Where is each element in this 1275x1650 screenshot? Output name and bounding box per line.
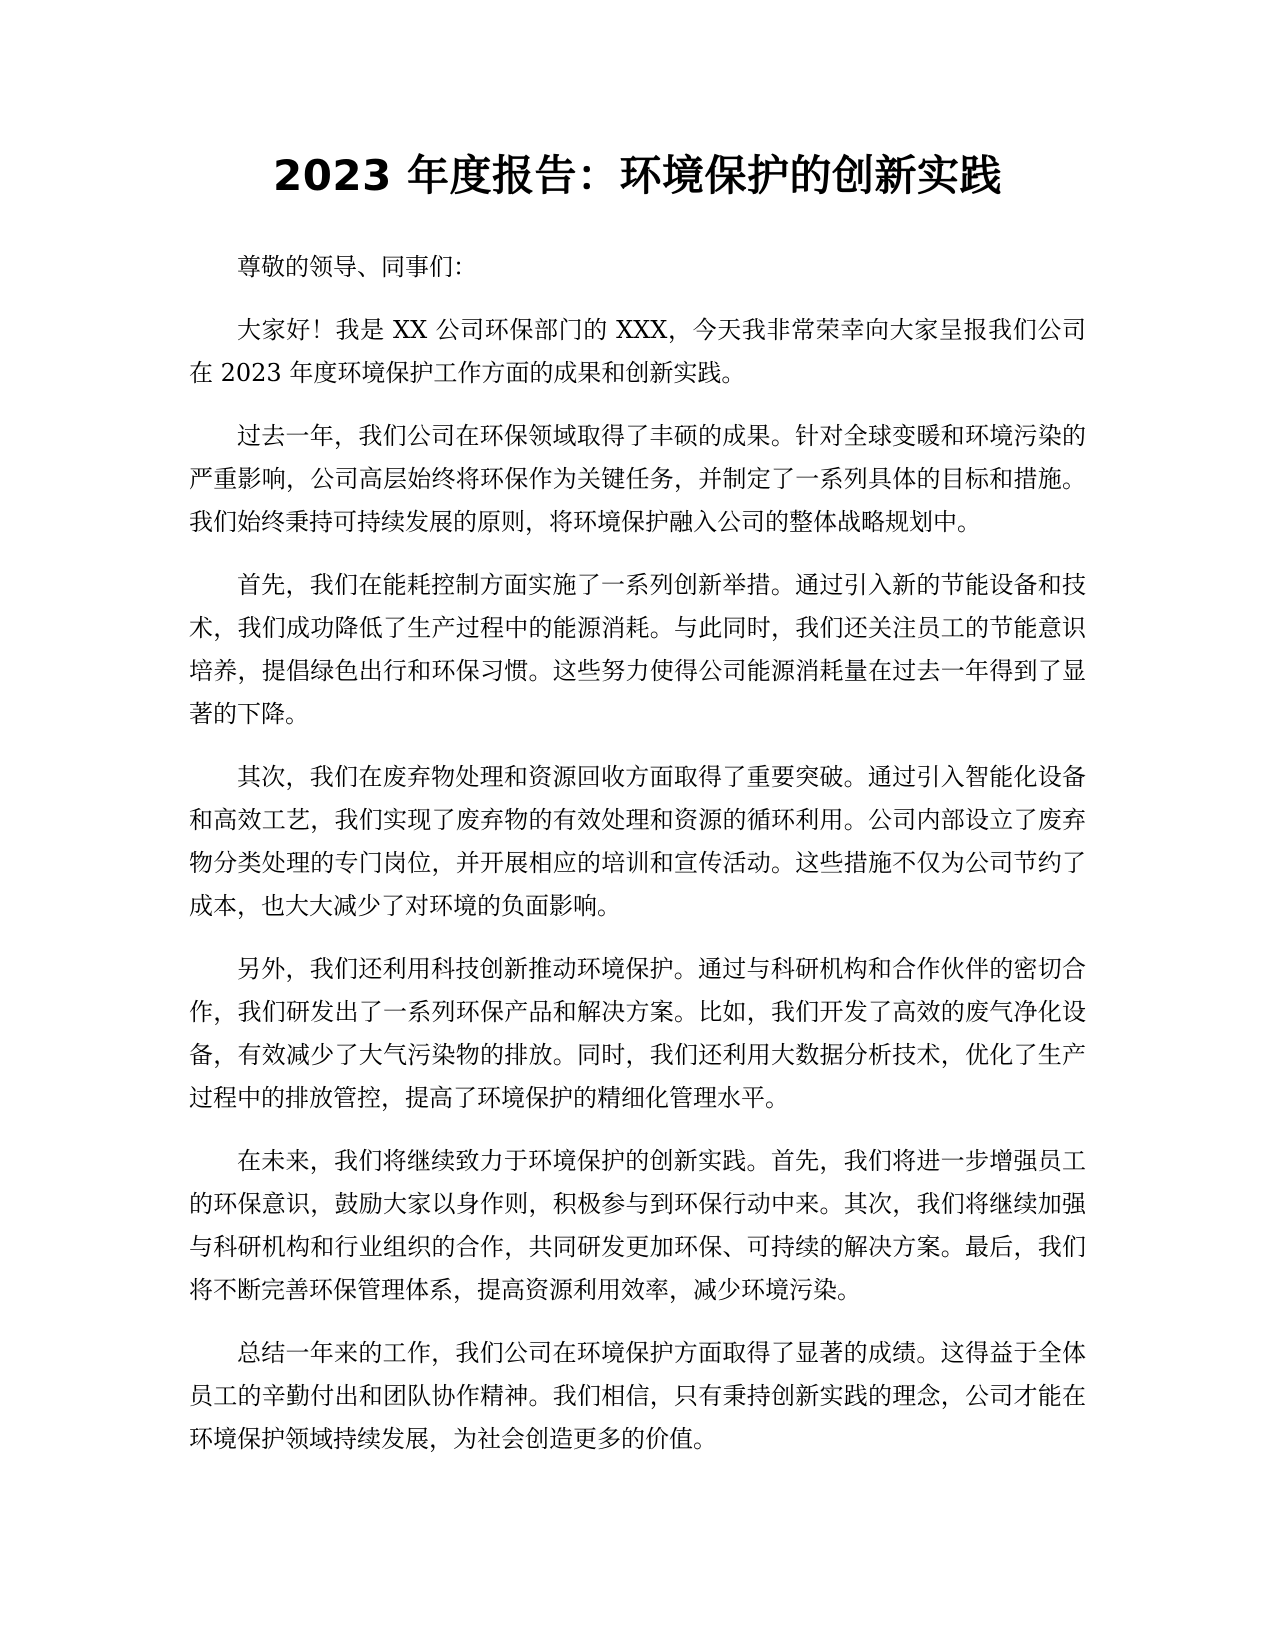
paragraph-future: 在未来，我们将继续致力于环境保护的创新实践。首先，我们将进一步增强员工的环保意识，鼓励大家以身作则，积极参与到环保行动中来。其次，我们将继续加强与科研机构和行业组织的合作，共同研发更加环保、可持续的解决方案。最后，我们将不断完善环保管理体系，提高资源利用效率，减少环境污染。 [189, 1147, 1086, 1304]
paragraph-overview: 过去一年，我们公司在环保领域取得了丰硕的成果。针对全球变暖和环境污染的严重影响，公司高层始终将环保作为关键任务，并制定了一系列具体的目标和措施。我们始终秉持可持续发展的原则，将环境保护融入公司的整体战略规划中。 [189, 422, 1086, 536]
document-title: 2023 年度报告：环境保护的创新实践 [272, 151, 1003, 200]
paragraph-waste: 其次，我们在废弃物处理和资源回收方面取得了重要突破。通过引入智能化设备和高效工艺，我们实现了废弃物的有效处理和资源的循环利用。公司内部设立了废弃物分类处理的专门岗位，并开展相应的培训和宣传活动。这些措施不仅为公司节约了成本，也大大减少了对环境的负面影响。 [189, 763, 1086, 920]
document-body [189, 246, 1086, 1481]
paragraph-summary: 总结一年来的工作，我们公司在环境保护方面取得了显著的成绩。这得益于全体员工的辛勤付出和团队协作精神。我们相信，只有秉持创新实践的理念，公司才能在环境保护领域持续发展，为社会创造更多的价值。 [189, 1339, 1086, 1453]
paragraph-technology: 另外，我们还利用科技创新推动环境保护。通过与科研机构和合作伙伴的密切合作，我们研发出了一系列环保产品和解决方案。比如，我们开发了高效的废气净化设备，有效减少了大气污染物的排放。同时，我们还利用大数据分析技术，优化了生产过程中的排放管控，提高了环境保护的精细化管理水平。 [189, 955, 1086, 1112]
paragraph-energy: 首先，我们在能耗控制方面实施了一系列创新举措。通过引入新的节能设备和技术，我们成功降低了生产过程中的能源消耗。与此同时，我们还关注员工的节能意识培养，提倡绿色出行和环保习惯。这些努力使得公司能源消耗量在过去一年得到了显著的下降。 [189, 571, 1086, 728]
paragraph-greeting: 大家好！我是 XX 公司环保部门的 XXX，今天我非常荣幸向大家呈报我们公司在 2023 年度环境保护工作方面的成果和创新实践。 [189, 316, 1086, 387]
paragraph-salutation: 尊敬的领导、同事们： [237, 253, 477, 281]
